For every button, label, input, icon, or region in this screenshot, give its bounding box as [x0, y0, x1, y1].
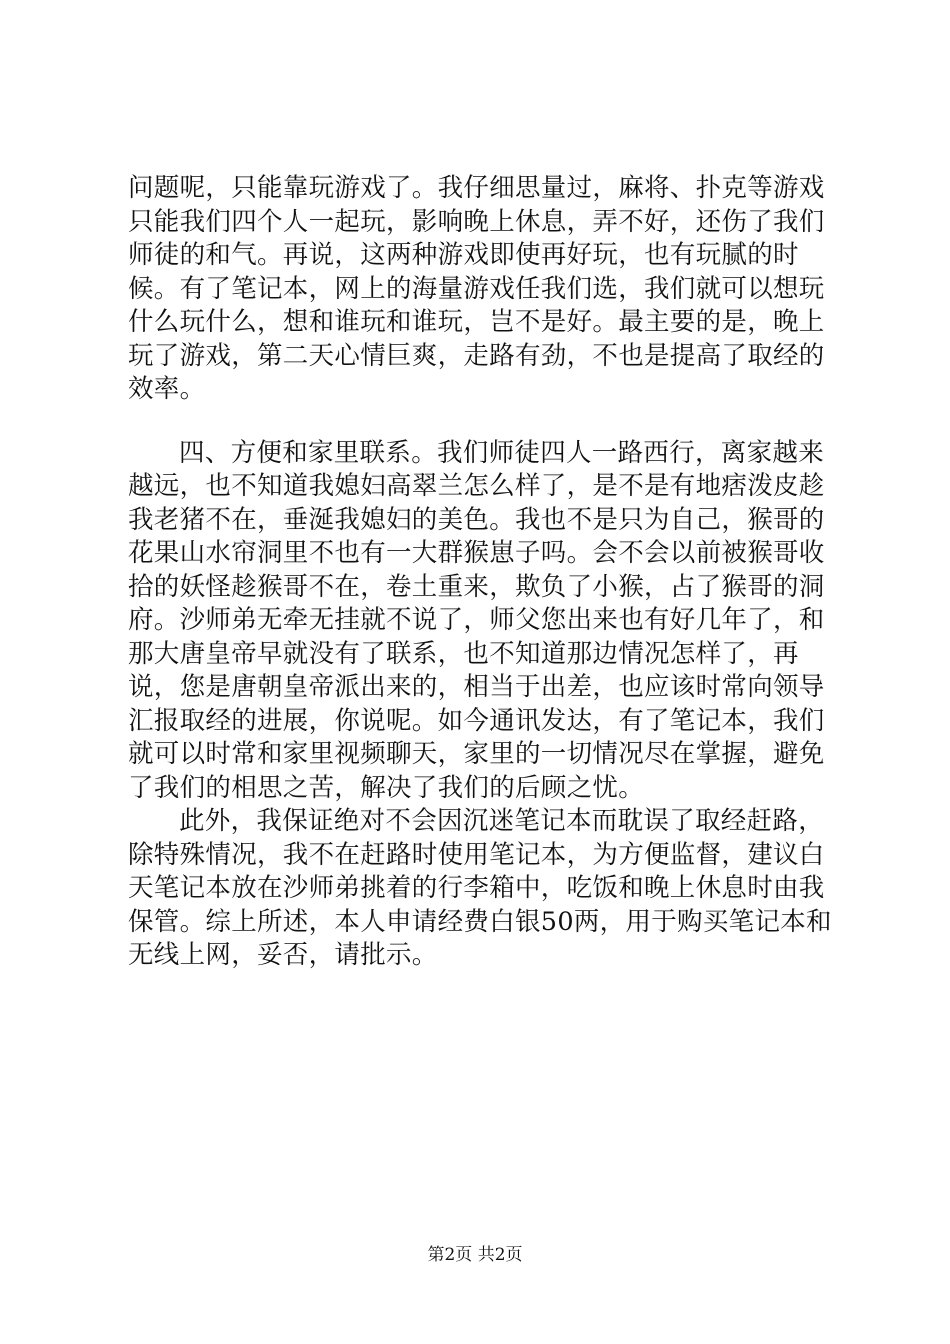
- paragraph-family-contact: 四、方便和家里联系。我们师徒四人一路西行，离家越来越远，也不知道我媳妇高翠兰怎么样了，是不是有地痞泼皮趁我老猪不在，垂涎我媳妇的美色。我也不是只为自己，猴哥的花果山水帘洞里不也有一大群猴崽子吗。会不会以前被猴哥收拾的妖怪趁猴哥不在，卷土重来，欺负了小猴，占了猴哥的洞府。沙师弟无牵无挂就不说了，师父您出来也有好几年了，和那大唐皇帝早就没有了联系，也不知道那边情况怎样了，再说，您是唐朝皇帝派出来的，相当于出差，也应该时常向领导汇报取经的进展，你说呢。如今通讯发达，有了笔记本，我们就可以时常和家里视频聊天，家里的一切情况尽在掌握，避免了我们的相思之苦，解决了我们的后顾之忧。: [128, 437, 825, 803]
- page-number-footer: 第2页 共2页: [427, 1245, 523, 1265]
- paragraph-conclusion: 此外，我保证绝对不会因沉迷笔记本而耽误了取经赶路，除特殊情况，我不在赶路时使用笔记本，为方便监督，建议白天笔记本放在沙师弟挑着的行李箱中，吃饭和晚上休息时由我保管。综上所述，本人申请经费白银50两，用于购买笔记本和无线上网，妥否，请批示。: [128, 806, 832, 970]
- document-body: [128, 172, 842, 973]
- paragraph-games: 问题呢，只能靠玩游戏了。我仔细思量过，麻将、扑克等游戏只能我们四个人一起玩，影响晚上休息，弄不好，还伤了我们师徒的和气。再说，这两种游戏即使再好玩，也有玩腻的时候。有了笔记本，网上的海量游戏任我们选，我们就可以想玩什么玩什么，想和谁玩和谁玩，岂不是好。最主要的是，晚上玩了游戏，第二天心情巨爽，走路有劲，不也是提高了取经的效率。: [128, 173, 825, 404]
